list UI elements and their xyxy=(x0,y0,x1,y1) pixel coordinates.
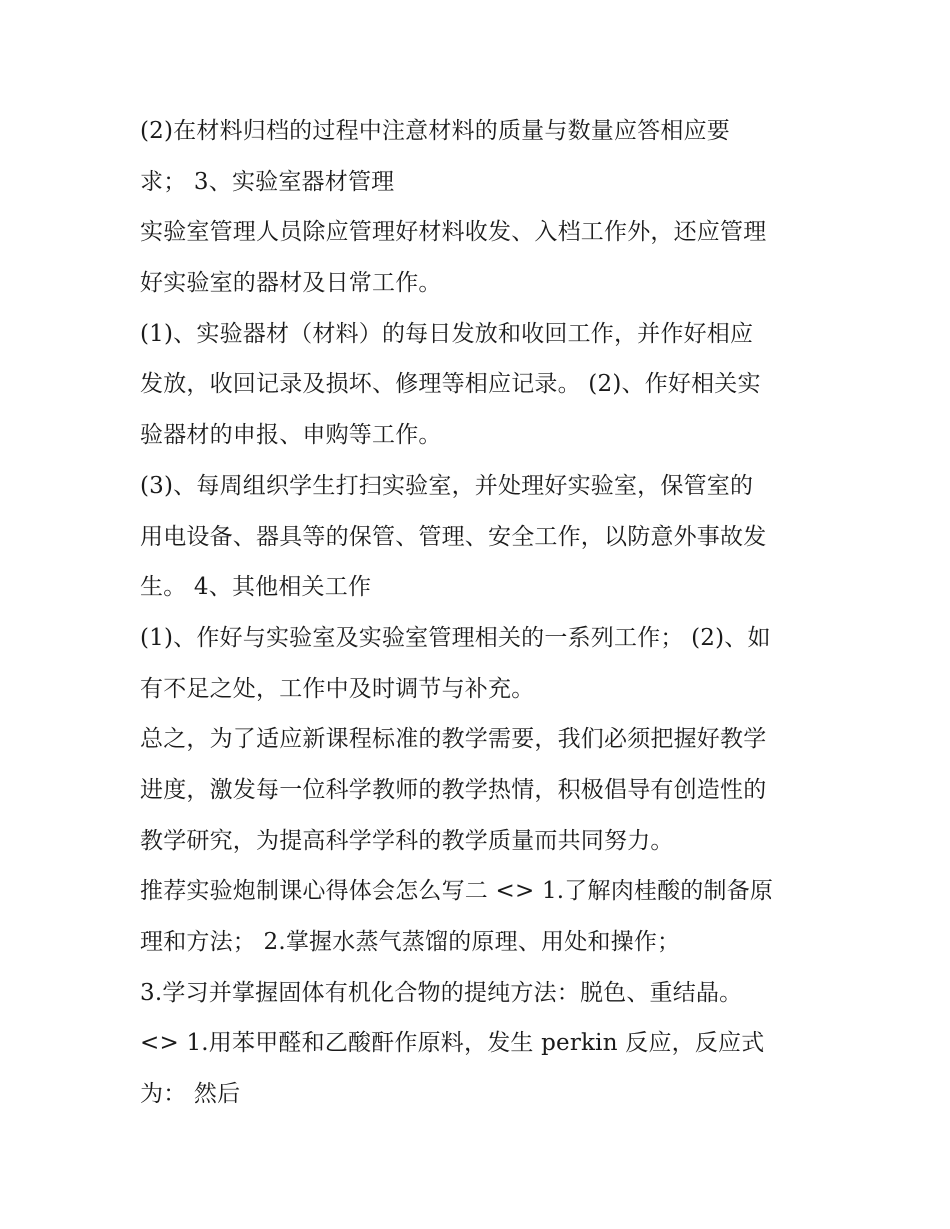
text-line: 教学研究，为提高科学学科的教学质量而共同努力。 xyxy=(140,827,674,854)
text-line: 生。 4、其他相关工作 xyxy=(140,574,372,601)
text-line: 理和方法； 2.掌握水蒸气蒸馏的原理、用处和操作； xyxy=(140,929,681,955)
text-line: 发放，收回记录及损坏、修理等相应记录。 (2)、作好相关实 xyxy=(140,371,761,398)
text-line: (2)在材料归档的过程中注意材料的质量与数量应答相应要 xyxy=(140,118,730,144)
text-line: 实验室管理人员除应管理好材料收发、入档工作外，还应管理 xyxy=(140,219,767,246)
text-line: (3)、每周组织学生打扫实验室，并处理好实验室，保管室的 xyxy=(140,472,754,499)
text-line: 3.学习并掌握固体有机化合物的提纯方法：脱色、重结晶。 xyxy=(140,979,743,1006)
text-line: 好实验室的器材及日常工作。 xyxy=(140,270,442,297)
text-line: 进度，激发每一位科学教师的教学热情，积极倡导有创造性的 xyxy=(140,776,767,803)
document-body xyxy=(140,106,830,1120)
text-line: (1)、实验器材（材料）的每日发放和收回工作，并作好相应 xyxy=(140,320,754,347)
text-line: 为： 然后 xyxy=(140,1081,241,1108)
text-line: 总之，为了适应新课程标准的教学需要，我们必须把握好教学 xyxy=(140,726,767,753)
text-line: 求； 3、实验室器材管理 xyxy=(140,168,395,195)
text-line: 有不足之处，工作中及时调节与补充。 xyxy=(140,675,535,702)
text-line: 推荐实验炮制课心得体会怎么写二 <> 1.了解肉桂酸的制备原 xyxy=(140,878,774,905)
text-line: 用电设备、器具等的保管、管理、安全工作，以防意外事故发 xyxy=(140,523,767,550)
text-line: 验器材的申报、申购等工作。 xyxy=(140,422,442,449)
text-line: (1)、作好与实验室及实验室管理相关的一系列工作； (2)、如 xyxy=(140,624,771,651)
text-line: <> 1.用苯甲醛和乙酸酐作原料，发生 perkin 反应，反应式 xyxy=(140,1030,765,1057)
